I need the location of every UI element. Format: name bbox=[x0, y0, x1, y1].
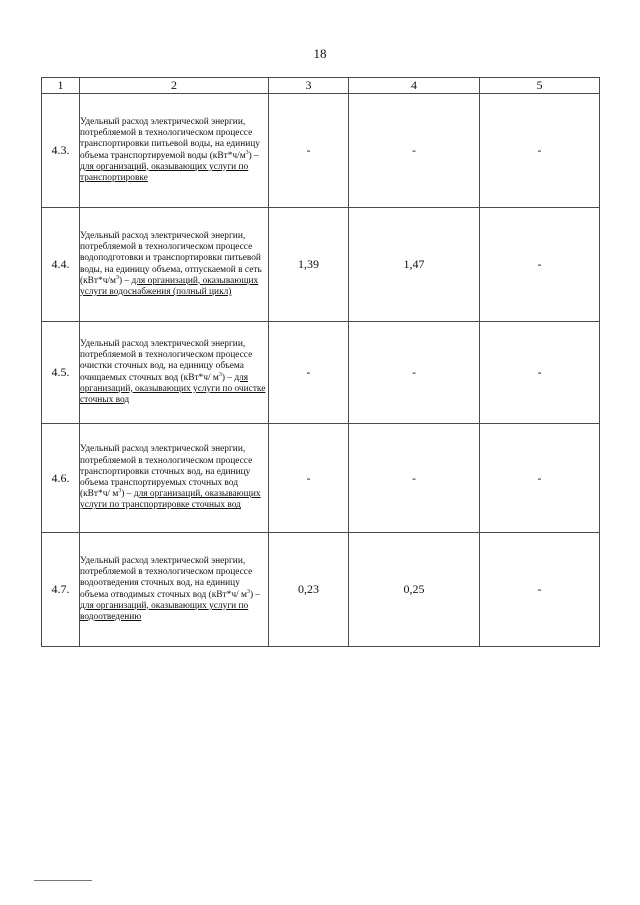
description-text: Удельный расход электрической энергии, потребляемой в технологическом процессе водоподготовки и транспортировки питьевой воды, на единицу объема, отпускаемой в сеть (кВт*ч/м bbox=[80, 230, 262, 286]
row-number: 4.5. bbox=[42, 322, 80, 424]
value-col3: 0,23 bbox=[269, 533, 349, 647]
description-text: ) – bbox=[118, 275, 132, 286]
row-number: 4.6. bbox=[42, 424, 80, 533]
superscript: 3 bbox=[246, 588, 250, 595]
description-underlined: для организаций, оказывающих услуги по транспортировке сточных вод bbox=[80, 489, 261, 511]
row-description bbox=[80, 208, 269, 322]
column-header-5: 5 bbox=[480, 78, 600, 94]
description-underlined: для организаций, оказывающих услуги водоснабжения (полный цикл) bbox=[80, 275, 259, 297]
superscript: 3 bbox=[218, 371, 222, 378]
table-row bbox=[42, 533, 600, 647]
value-col3: 1,39 bbox=[269, 208, 349, 322]
description-underlined: для организаций, оказывающих услуги по очистке сточных вод bbox=[80, 372, 266, 405]
description-text: Удельный расход электрической энергии, потребляемой в технологическом процессе транспортировки сточных вод, на единицу объема транспортируемых сточных вод (кВт*ч/ м bbox=[80, 444, 253, 500]
description-text: ) – bbox=[249, 589, 261, 600]
description-text: Удельный расход электрической энергии, потребляемой в технологическом процессе очистки сточных вод, на единицу объема очищаемых сточных вод (кВт*ч/ м bbox=[80, 338, 253, 383]
table-row bbox=[42, 94, 600, 208]
value-col5: - bbox=[480, 322, 600, 424]
indicators-table bbox=[41, 77, 600, 647]
table-row bbox=[42, 208, 600, 322]
superscript: 3 bbox=[118, 488, 122, 495]
table-row bbox=[42, 322, 600, 424]
row-description bbox=[80, 424, 269, 533]
column-header-2: 2 bbox=[80, 78, 269, 94]
description-text: Удельный расход электрической энергии, потребляемой в технологическом процессе водоотведения сточных вод, на единицу объема отводимых сточных вод (кВт*ч/ м bbox=[80, 555, 253, 600]
row-description bbox=[80, 94, 269, 208]
description-text: ) – bbox=[248, 150, 259, 161]
value-col4: 0,25 bbox=[349, 533, 480, 647]
value-col4: - bbox=[349, 322, 480, 424]
value-col5: - bbox=[480, 94, 600, 208]
superscript: 3 bbox=[115, 274, 119, 281]
table-row bbox=[42, 424, 600, 533]
value-col3: - bbox=[269, 322, 349, 424]
table-header-row bbox=[42, 78, 600, 94]
description-underlined: для организаций, оказывающих услуги по водоотведению bbox=[80, 600, 249, 622]
row-description bbox=[80, 533, 269, 647]
superscript: 3 bbox=[245, 149, 249, 156]
value-col5: - bbox=[480, 424, 600, 533]
value-col3: - bbox=[269, 424, 349, 533]
value-col4: - bbox=[349, 424, 480, 533]
value-col5: - bbox=[480, 208, 600, 322]
description-text: Удельный расход электрической энергии, потребляемой в технологическом процессе транспортировки питьевой воды, на единицу объема транспортируемой воды (кВт*ч/м bbox=[80, 116, 260, 161]
value-col3: - bbox=[269, 94, 349, 208]
column-header-1: 1 bbox=[42, 78, 80, 94]
value-col4: - bbox=[349, 94, 480, 208]
row-number: 4.3. bbox=[42, 94, 80, 208]
row-number: 4.4. bbox=[42, 208, 80, 322]
value-col5: - bbox=[480, 533, 600, 647]
row-number: 4.7. bbox=[42, 533, 80, 647]
value-col4: 1,47 bbox=[349, 208, 480, 322]
page-number: 18 bbox=[313, 46, 327, 61]
description-underlined: для организаций, оказывающих услуги по транспортировке bbox=[80, 161, 249, 183]
description-text: ) – bbox=[121, 489, 134, 500]
description-text: ) – bbox=[221, 372, 235, 383]
row-description bbox=[80, 322, 269, 424]
column-header-3: 3 bbox=[269, 78, 349, 94]
footer-divider bbox=[34, 880, 92, 881]
column-header-4: 4 bbox=[349, 78, 480, 94]
